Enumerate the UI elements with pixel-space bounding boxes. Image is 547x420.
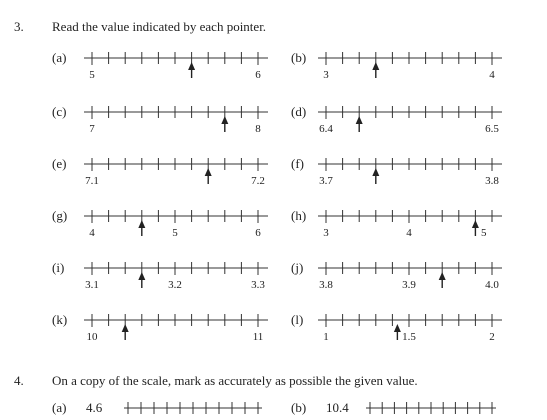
scale-a-tick-label: 5: [89, 69, 95, 81]
scale-a-pointer-arrow: [188, 62, 195, 70]
scale-j-tick-label: 3.9: [402, 279, 416, 291]
scale-i-pointer-arrow: [138, 272, 145, 280]
scale-k-pointer-arrow: [122, 324, 129, 332]
scale-d-tick-label: 6.4: [319, 123, 333, 135]
scale-c-tick-label: 7: [89, 123, 95, 135]
scale-f-tick-label: 3.7: [319, 175, 333, 187]
q4-b-value: 10.4: [326, 400, 349, 415]
q4-a-label: (a): [52, 400, 67, 415]
scale-f-tick-label: 3.8: [485, 175, 499, 187]
scale-h-tick-label: 5: [480, 227, 487, 239]
q4-a-value: 4.6: [86, 400, 103, 415]
scale-e-pointer-arrow: [205, 168, 212, 176]
scale-f-pointer-arrow: [372, 168, 379, 176]
scale-c-pointer-arrow: [221, 116, 228, 124]
scale-c-tick-label: 8: [255, 123, 261, 135]
question-3-prompt: Read the value indicated by each pointer.: [52, 19, 267, 34]
scale-h-label: (h): [291, 208, 307, 223]
scale-b-label: (b): [291, 50, 307, 65]
scale-b-tick-label: 3: [323, 69, 329, 81]
scale-k-label: (k): [52, 312, 68, 327]
scale-j-label: (j): [291, 260, 304, 275]
scale-l-tick-label: 1: [323, 331, 329, 343]
scale-i-tick-label: 3.3: [251, 279, 265, 291]
scale-d-pointer-arrow: [356, 116, 363, 124]
scale-d-tick-label: 6.5: [485, 123, 499, 135]
scale-i-tick-label: 3.1: [85, 279, 99, 291]
scale-e-tick-label: 7.2: [251, 175, 265, 187]
scale-e-label: (e): [52, 156, 67, 171]
scale-k-tick-label: 11: [252, 331, 264, 343]
scale-d-label: (d): [291, 104, 307, 119]
scale-j-pointer-arrow: [439, 272, 446, 280]
scale-a-tick-label: 6: [255, 69, 261, 81]
scale-b-pointer-arrow: [372, 62, 379, 70]
scale-l-tick-label: 2: [489, 331, 495, 343]
scale-g-tick-label: 5: [172, 227, 178, 239]
scale-l-pointer-arrow: [394, 324, 401, 332]
scale-j-tick-label: 4.0: [485, 279, 499, 291]
scale-a-label: (a): [52, 50, 67, 65]
scale-h-tick-label: 3: [323, 227, 329, 239]
scale-k-tick-label: 10: [86, 331, 98, 343]
scale-h-tick-label: 4: [406, 227, 412, 239]
scale-i-tick-label: 3.2: [168, 279, 182, 291]
scale-l-label: (l): [291, 312, 304, 327]
question-4-prompt: On a copy of the scale, mark as accurately as possible the given value.: [52, 373, 418, 388]
question-3-number: 3.: [14, 19, 24, 34]
scale-g-pointer-arrow: [138, 220, 145, 228]
scale-i-label: (i): [52, 260, 65, 275]
scale-e-tick-label: 7.1: [85, 175, 99, 187]
scale-g-label: (g): [52, 208, 68, 223]
scale-f-label: (f): [291, 156, 304, 171]
scale-g-tick-label: 6: [255, 227, 261, 239]
scale-c-label: (c): [52, 104, 67, 119]
scale-g-tick-label: 4: [89, 227, 95, 239]
scale-l-tick-label: 1.5: [402, 331, 416, 343]
scale-b-tick-label: 4: [489, 69, 495, 81]
q4-b-label: (b): [291, 400, 307, 415]
scale-j-tick-label: 3.8: [319, 279, 333, 291]
question-4-number: 4.: [14, 373, 24, 388]
scale-h-pointer-arrow: [472, 220, 479, 228]
